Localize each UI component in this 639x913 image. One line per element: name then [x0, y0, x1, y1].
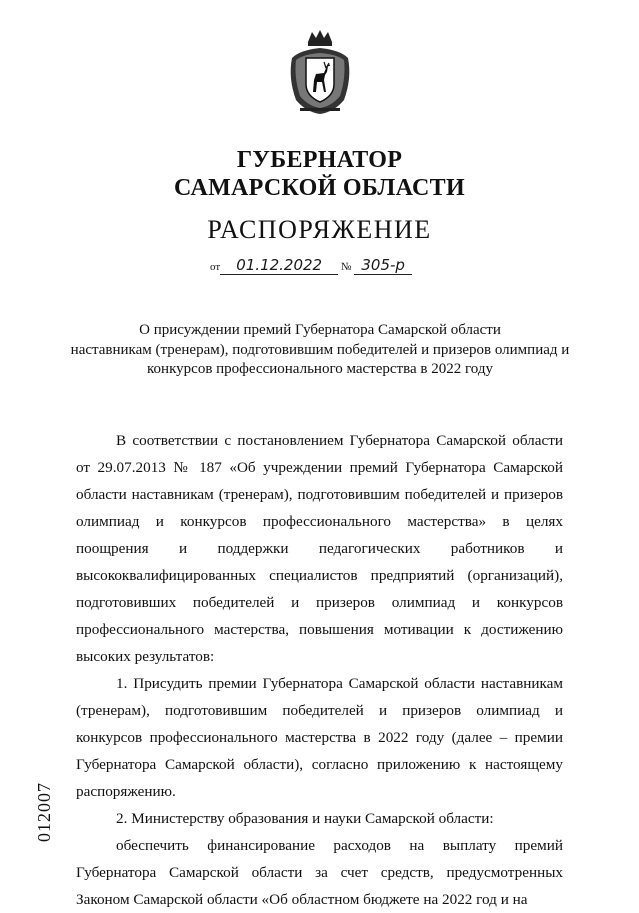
body-paragraph-item-2: 2. Министерству образования и науки Самарской области: — [116, 810, 494, 827]
date-label: от — [210, 261, 221, 273]
body-paragraph-item-1: 1. Присудить премии Губернатора Самарской области наставникам (тренерам), подготовившим победителей и призеров олимпиад и конкурсов профессионального мастерства в 2022 году (далее – премии Губернатора Самарской области), согласно приложению к настоящему распоряжению. — [76, 675, 563, 800]
registration-code: 012007 — [34, 782, 54, 842]
date-value: 01.12.2022 — [220, 256, 338, 275]
document-type-heading: РАСПОРЯЖЕНИЕ — [207, 215, 432, 244]
body-paragraph-preamble: В соответствии с постановлением Губернатора Самарской области от 29.07.2013 № 187 «Об учреждении премий Губернатора Самарской области наставникам (тренерам), подготовившим победителей и призеров олимпиад и конкурсов профессионального мастерства» в целях поощрения и поддержки педагогических работников и высококвалифицированных специалистов предприятий (организаций), подготовивших победителей и призеров олимпиад и конкурсов профессионального мастерства, повышения мотивации к достижению высоких результатов: — [76, 432, 563, 665]
number-label: № — [340, 261, 352, 273]
document-meta-line — [210, 256, 412, 276]
authority-title-line1: ГУБЕРНАТОР — [236, 147, 403, 173]
coat-of-arms-icon — [286, 28, 354, 116]
document-subject — [60, 321, 580, 380]
subject-line: О присуждении премий Губернатора Самарской области — [139, 322, 501, 338]
registration-code-wrap — [34, 750, 58, 850]
document-body — [76, 427, 563, 913]
body-paragraph-item-2-text: обеспечить финансирование расходов на выплату премий Губернатора Самарской области за счет средств, предусмотренных Законом Самарской области «Об областном бюджете на 2022 год и на — [76, 837, 563, 908]
subject-line: конкурсов профессионального мастерства в 2022 году — [147, 361, 493, 377]
number-value: 305-р — [354, 256, 412, 275]
authority-title-line2: САМАРСКОЙ ОБЛАСТИ — [174, 175, 465, 201]
subject-line: наставникам (тренерам), подготовившим победителей и призеров олимпиад и — [70, 341, 570, 358]
